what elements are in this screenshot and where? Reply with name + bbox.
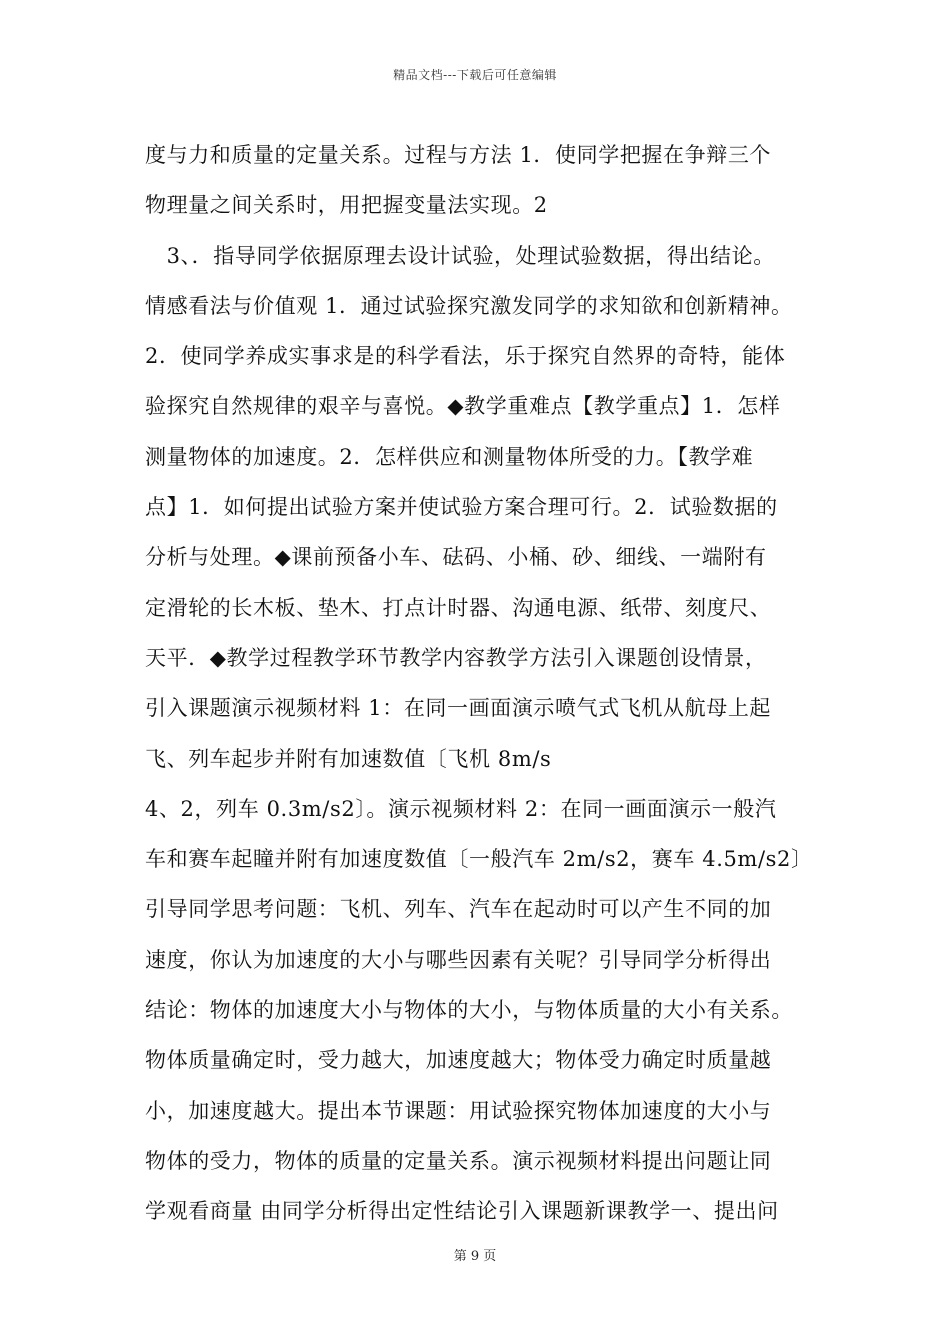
text-line: 天平．◆教学过程教学环节教学内容教学方法引入课题创设情景， <box>145 645 767 670</box>
text-line: 引导同学思考问题：飞机、列车、汽车在起动时可以产生不同的加 <box>145 897 772 922</box>
text-line: 飞、列车起步并附有加速数值〔飞机 8m/s <box>145 746 552 771</box>
text-line: 4、2，列车 0.3m/s2〕。演示视频材料 2：在同一画面演示一般汽 <box>145 796 777 821</box>
text-line: 度与力和质量的定量关系。过程与方法 1．使同学把握在争辩三个 <box>145 143 772 167</box>
text-line: 物体质量确定时，受力越大，加速度越大；物体受力确定时质量越 <box>145 1048 772 1073</box>
text-line: 情感看法与价值观 1．通过试验探究激发同学的求知欲和创新精神。 <box>145 293 793 318</box>
text-line: 2．使同学养成实事求是的科学看法，乐于探究自然界的奇特，能体 <box>145 344 786 369</box>
page-number: 第 9 页 <box>453 1249 497 1264</box>
text-line: 定滑轮的长木板、垫木、打点计时器、沟通电源、纸带、刻度尺、 <box>145 595 772 620</box>
text-line: 小，加速度越大。提出本节课题：用试验探究物体加速度的大小与 <box>145 1098 772 1123</box>
text-line: 测量物体的加速度。2．怎样供应和测量物体所受的力。【教学难 <box>145 444 754 469</box>
text-line: 分析与处理。◆课前预备小车、砝码、小桶、砂、细线、一端附有 <box>145 545 767 570</box>
page-header: 精品文档---下载后可任意编辑 <box>393 68 557 82</box>
text-line: 物体的受力，物体的质量的定量关系。演示视频材料提出问题让同 <box>145 1148 772 1173</box>
text-line: 3、．指导同学依据原理去设计试验，处理试验数据，得出结论。 <box>145 243 775 268</box>
document-body <box>145 130 825 1237</box>
text-line: 车和赛车起瞳并附有加速度数值〔一般汽车 2m/s2，赛车 4.5m/s2〕 <box>145 847 813 872</box>
text-line: 引入课题演示视频材料 1：在同一画面演示喷气式飞机从航母上起 <box>145 696 772 721</box>
text-line: 物理量之间关系时，用把握变量法实现。2 <box>145 193 548 218</box>
text-line: 学观看商量 由同学分析得出定性结论引入课题新课教学一、提出问 <box>145 1199 779 1224</box>
text-line: 速度，你认为加速度的大小与哪些因素有关呢？引导同学分析得出 <box>145 947 772 972</box>
text-line: 结论：物体的加速度大小与物体的大小，与物体质量的大小有关系。 <box>145 998 793 1023</box>
text-line: 验探究自然规律的艰辛与喜悦。◆教学重难点【教学重点】1．怎样 <box>145 394 781 419</box>
text-line: 点】1．如何提出试验方案并使试验方案合理可行。2．试验数据的 <box>145 495 778 520</box>
